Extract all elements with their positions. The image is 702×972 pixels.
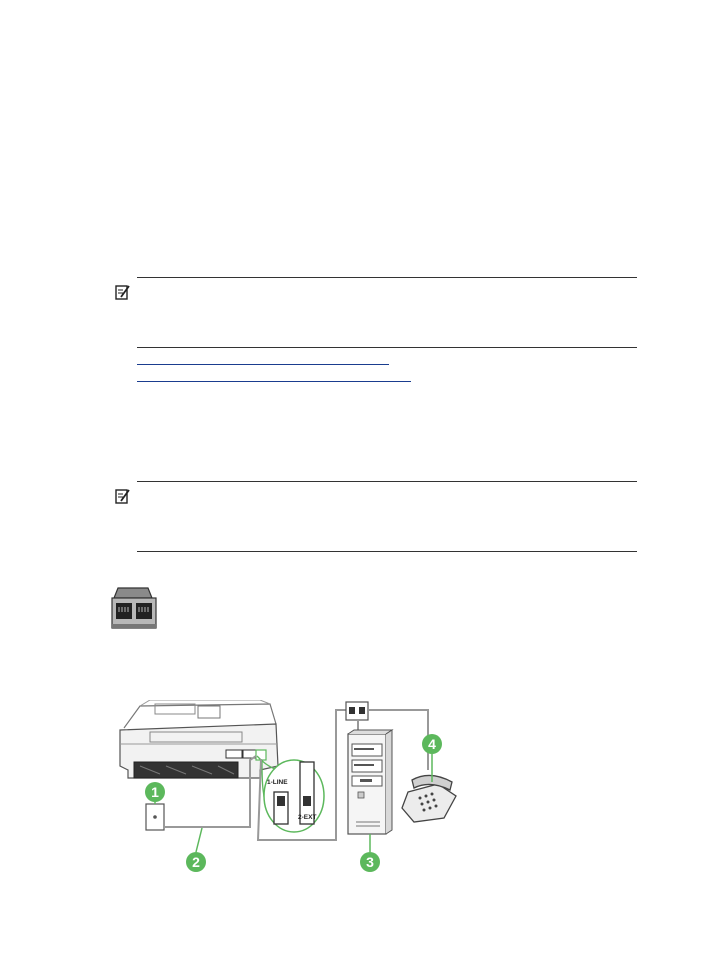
printer-illustration [120,700,278,778]
callout-2-label: 2 [192,854,200,870]
callout-3 [360,834,380,872]
note-icon [115,284,129,300]
telephone-illustration [402,775,456,822]
port-ext-label: 2-EXT [298,814,317,821]
port-line-label: 1-LINE [267,779,288,786]
callout-4-label: 4 [428,736,436,752]
callout-4 [422,734,442,782]
note-icon [115,488,129,504]
link-2[interactable] [137,381,411,382]
callout-2 [186,828,206,872]
note-top-rule-2 [137,481,637,482]
note-bottom-rule-1 [137,347,637,348]
callout-1 [145,782,165,804]
phone-splitter-icon [108,586,160,632]
callout-3-label: 3 [366,854,374,870]
note-bottom-rule-2 [137,551,637,552]
link-1[interactable] [137,364,389,365]
callout-1-label: 1 [151,784,159,800]
note-top-rule-1 [137,277,637,278]
connection-diagram [110,700,470,880]
